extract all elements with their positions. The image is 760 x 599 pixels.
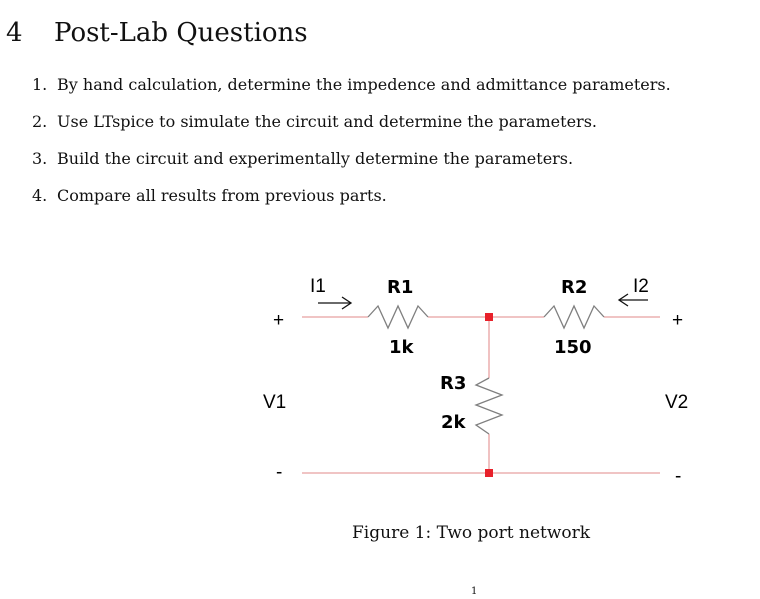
node-bottom [485,469,493,477]
question-text: Compare all results from previous parts. [57,186,387,205]
r3-label: R3 [440,373,467,394]
section-number: 4 [6,18,23,48]
resistor-r3 [476,378,502,434]
r2-value: 150 [554,337,592,358]
v1-minus: - [276,462,283,483]
section-title: Post-Lab Questions [54,18,308,48]
i1-label: I1 [310,276,326,297]
r1-label: R1 [387,277,414,298]
question-text: Build the circuit and experimentally determine the parameters. [57,149,574,168]
r2-label: R2 [561,277,588,298]
question-number: 2. [32,112,48,131]
question-number: 1. [32,75,48,94]
v2-minus: - [675,466,682,487]
v2-plus: + [672,310,684,331]
question-number: 4. [32,186,48,205]
resistor-r2 [544,306,604,328]
resistor-r1 [368,306,428,328]
question-text: By hand calculation, determine the impedence and admittance parameters. [57,75,671,94]
figure-caption: Figure 1: Two port network [352,523,591,543]
i2-label: I2 [633,276,649,297]
node-top [485,313,493,321]
page-number: 1 [471,586,478,597]
r1-value: 1k [389,337,414,358]
arrow-i1-icon [318,297,351,309]
r3-value: 2k [441,412,466,433]
v1-plus: + [273,310,285,331]
v1-label: V1 [263,392,287,413]
v2-label: V2 [665,392,689,413]
wires [302,317,660,473]
question-text: Use LTspice to simulate the circuit and determine the parameters. [57,112,597,131]
question-number: 3. [32,149,48,168]
